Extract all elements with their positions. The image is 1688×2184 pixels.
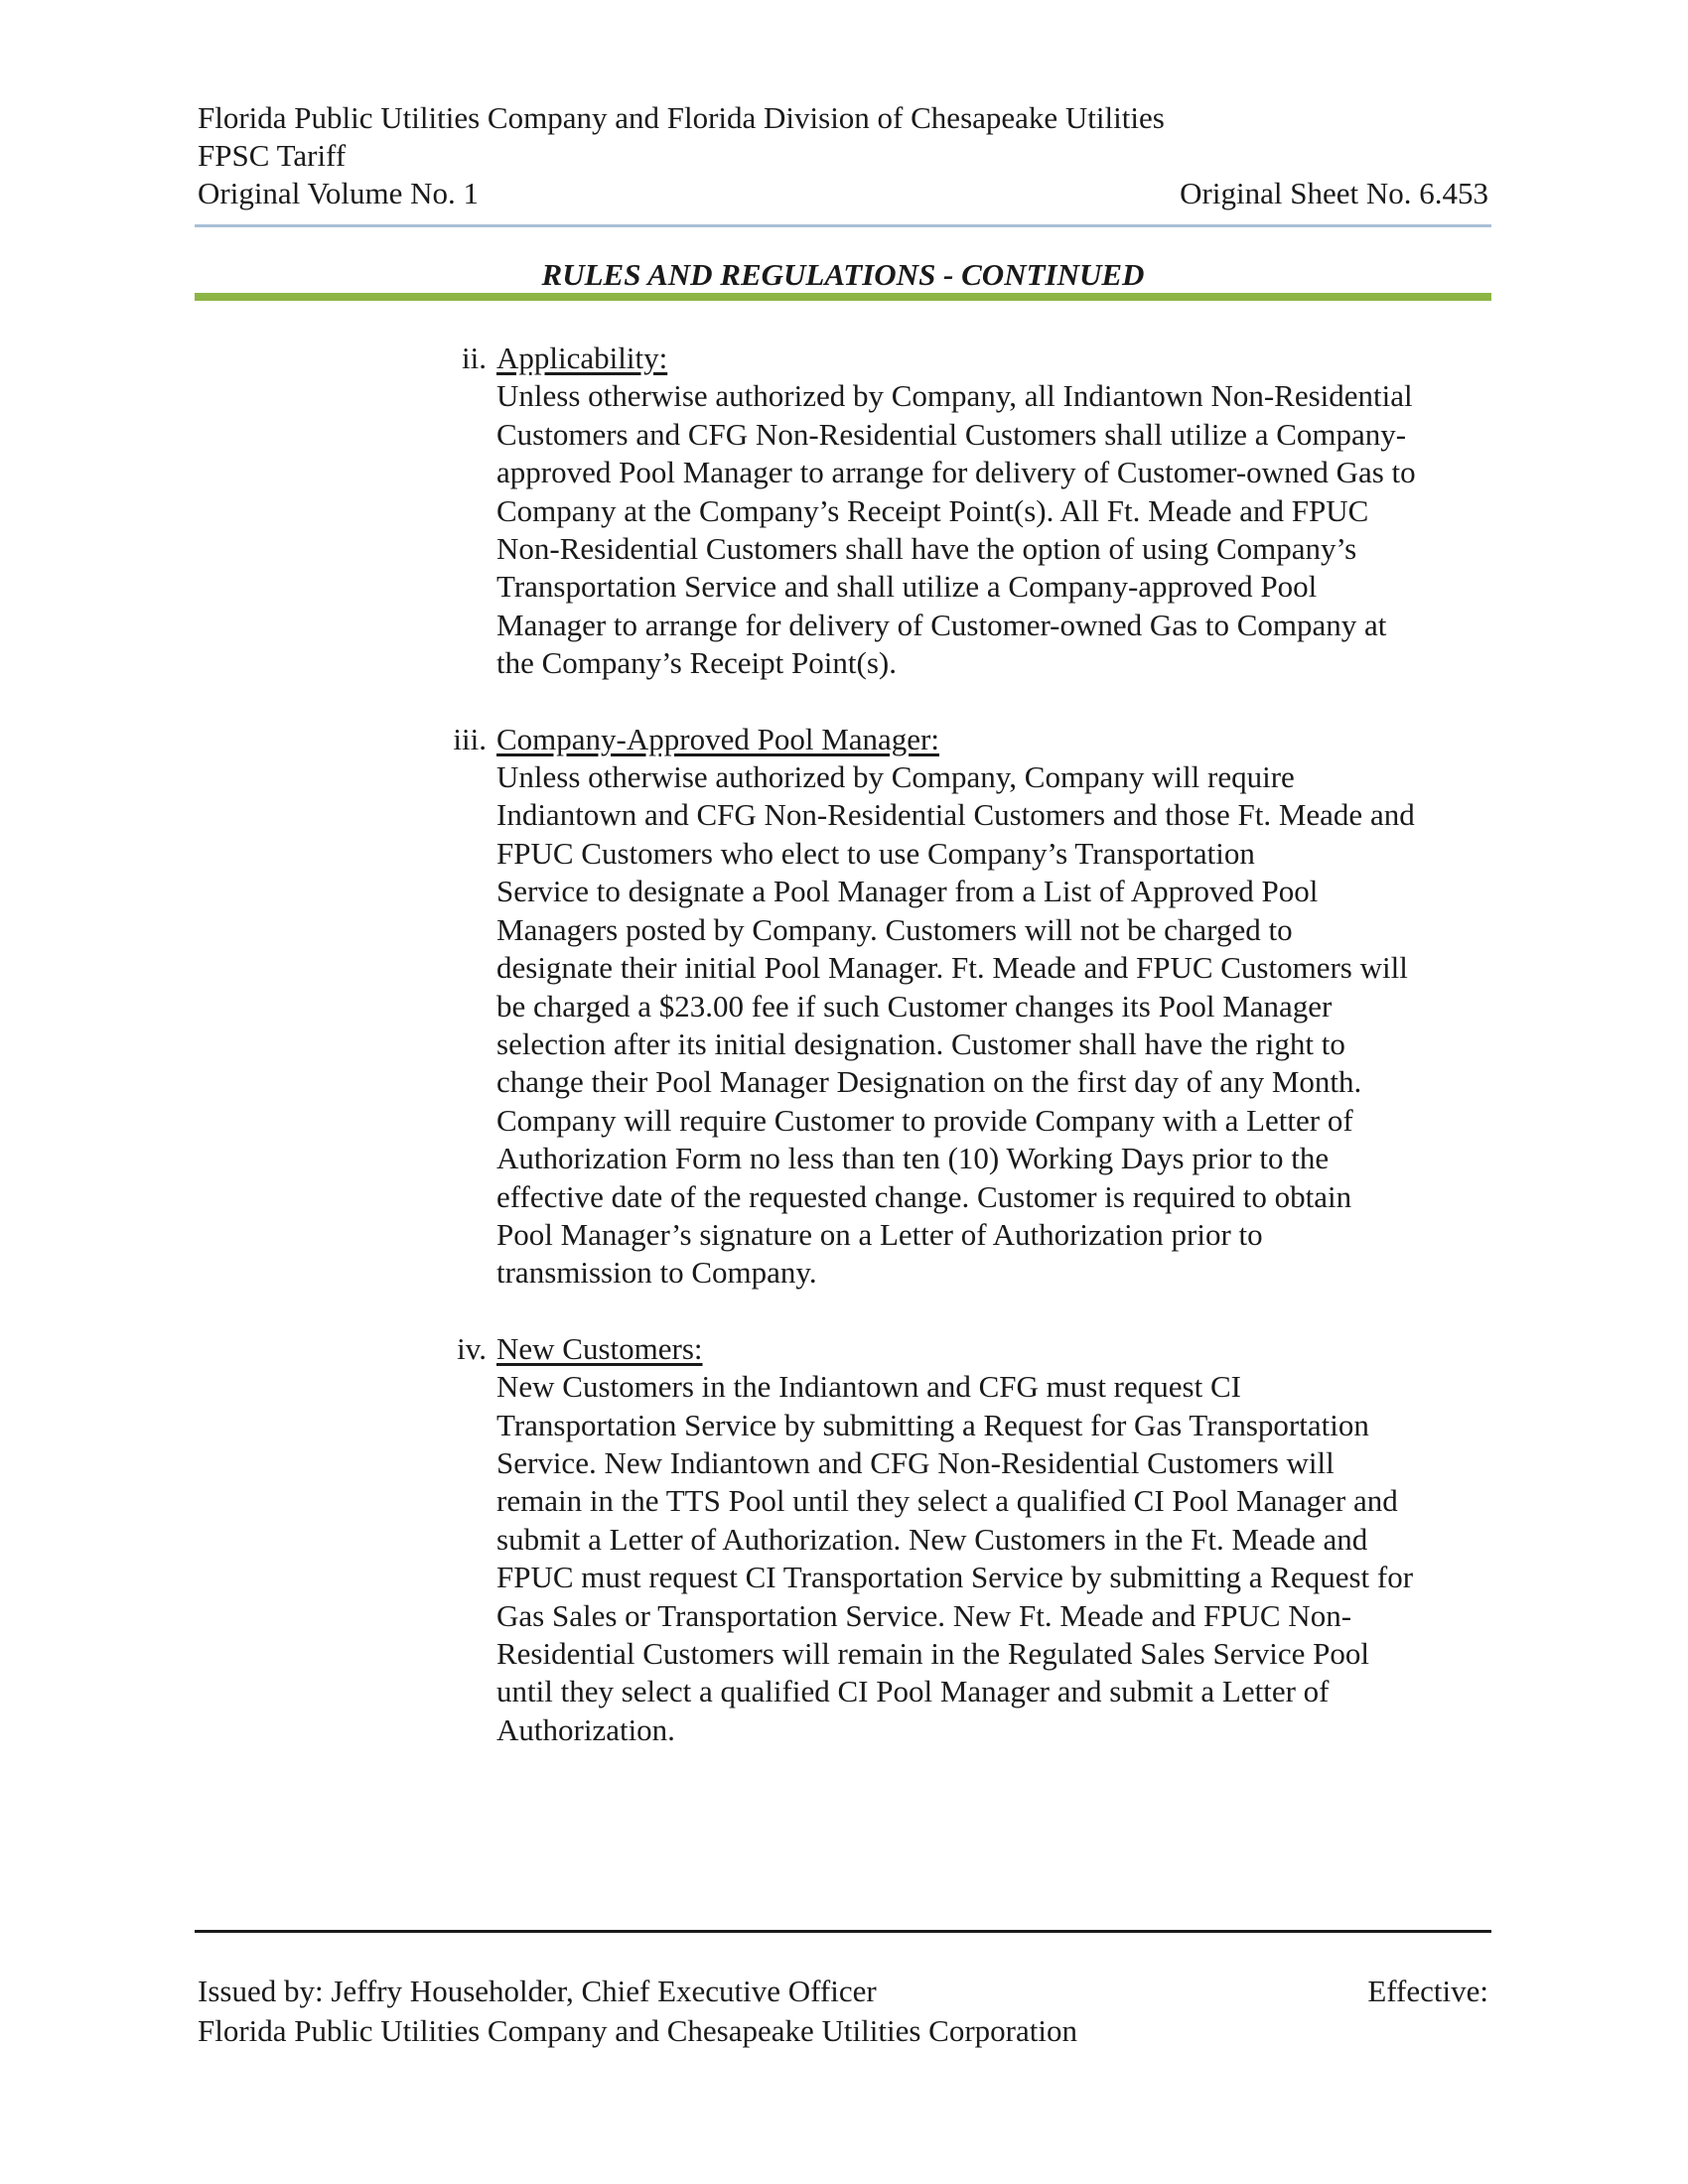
item-body [496, 758, 1499, 1293]
body-line: Manager to arrange for delivery of Customer-owned Gas to Company at [496, 607, 1387, 642]
header-volume: Original Volume No. 1 [198, 176, 480, 210]
item-heading: Applicability: [496, 341, 668, 375]
body-line: Managers posted by Company. Customers will not be charged to [496, 911, 1293, 947]
item-body [496, 1368, 1499, 1749]
footer-company: Florida Public Utilities Company and Chesapeake Utilities Corporation [198, 2013, 1077, 2048]
rule-item-applicability [427, 340, 1499, 683]
body-line: Unless otherwise authorized by Company, all Indiantown Non-Residential [496, 378, 1413, 414]
footer-divider [195, 1930, 1491, 1933]
body-line: Unless otherwise authorized by Company, Company will require [496, 759, 1295, 795]
body-line: effective date of the requested change. Customer is required to obtain [496, 1178, 1352, 1214]
body-line: Company will require Customer to provide Company with a Letter of [496, 1102, 1353, 1138]
body-line: selection after its initial designation. Customer shall have the right to [496, 1025, 1345, 1061]
item-heading: New Customers: [496, 1330, 703, 1366]
item-number: iii. [453, 721, 487, 756]
body-line: Transportation Service and shall utilize a Company-approved Pool [496, 569, 1318, 605]
body-line: Service. New Indiantown and CFG Non-Residential Customers will [496, 1444, 1335, 1480]
body-line: Non-Residential Customers shall have the option of using Company’s [496, 531, 1357, 567]
body-line: remain in the TTS Pool until they select a qualified CI Pool Manager and [496, 1483, 1398, 1519]
body-line: Company at the Company’s Receipt Point(s). All Ft. Meade and FPUC [496, 492, 1369, 528]
body-line: Gas Sales or Transportation Service. New Ft. Meade and FPUC Non- [496, 1597, 1352, 1633]
body-line: FPUC Customers who elect to use Company’s Transportation [496, 835, 1255, 871]
item-number: iv. [457, 1330, 487, 1366]
page-header [198, 99, 1488, 212]
rules-content [427, 340, 1499, 1787]
section-title: RULES AND REGULATIONS - CONTINUED [541, 257, 1145, 292]
page-footer [198, 1972, 1488, 2051]
item-body [496, 377, 1499, 682]
rule-item-pool-manager [427, 721, 1499, 1293]
header-volume-row [198, 175, 1488, 212]
body-line: be charged a $23.00 fee if such Customer changes its Pool Manager [496, 988, 1333, 1024]
body-line: New Customers in the Indiantown and CFG must request CI [496, 1369, 1241, 1405]
body-line: transmission to Company. [496, 1255, 817, 1291]
body-line: designate their initial Pool Manager. Ft. Meade and FPUC Customers will [496, 950, 1408, 986]
header-company-line: Florida Public Utilities Company and Florida Division of Chesapeake Utilities [198, 100, 1165, 135]
title-divider [195, 293, 1491, 301]
body-line: Residential Customers will remain in the Regulated Sales Service Pool [496, 1636, 1370, 1671]
footer-effective: Effective: [1367, 1974, 1488, 2008]
item-number: ii. [462, 341, 487, 375]
footer-issued-by: Issued by: Jeffry Householder, Chief Executive Officer [198, 1974, 877, 2008]
body-line: change their Pool Manager Designation on the first day of any Month. [496, 1064, 1362, 1100]
body-line: Indiantown and CFG Non-Residential Customers and those Ft. Meade and [496, 797, 1415, 833]
header-divider [195, 224, 1491, 227]
rule-item-new-customers [427, 1330, 1499, 1749]
body-line: Customers and CFG Non-Residential Customers shall utilize a Company- [496, 416, 1407, 452]
body-line: Transportation Service by submitting a Request for Gas Transportation [496, 1407, 1369, 1442]
body-line: the Company’s Receipt Point(s). [496, 645, 897, 681]
header-tariff-line: FPSC Tariff [198, 138, 347, 173]
body-line: until they select a qualified CI Pool Manager and submit a Letter of [496, 1674, 1330, 1709]
item-heading: Company-Approved Pool Manager: [496, 721, 939, 756]
body-line: Pool Manager’s signature on a Letter of Authorization prior to [496, 1216, 1263, 1252]
body-line: Authorization. [496, 1711, 675, 1747]
body-line: Service to designate a Pool Manager from a List of Approved Pool [496, 874, 1319, 909]
body-line: approved Pool Manager to arrange for delivery of Customer-owned Gas to [496, 455, 1416, 490]
header-sheet-number: Original Sheet No. 6.453 [1180, 176, 1488, 210]
body-line: FPUC must request CI Transportation Service by submitting a Request for [496, 1560, 1414, 1595]
body-line: submit a Letter of Authorization. New Customers in the Ft. Meade and [496, 1521, 1368, 1557]
footer-issued-row [198, 1972, 1488, 2011]
body-line: Authorization Form no less than ten (10) Working Days prior to the [496, 1141, 1330, 1176]
